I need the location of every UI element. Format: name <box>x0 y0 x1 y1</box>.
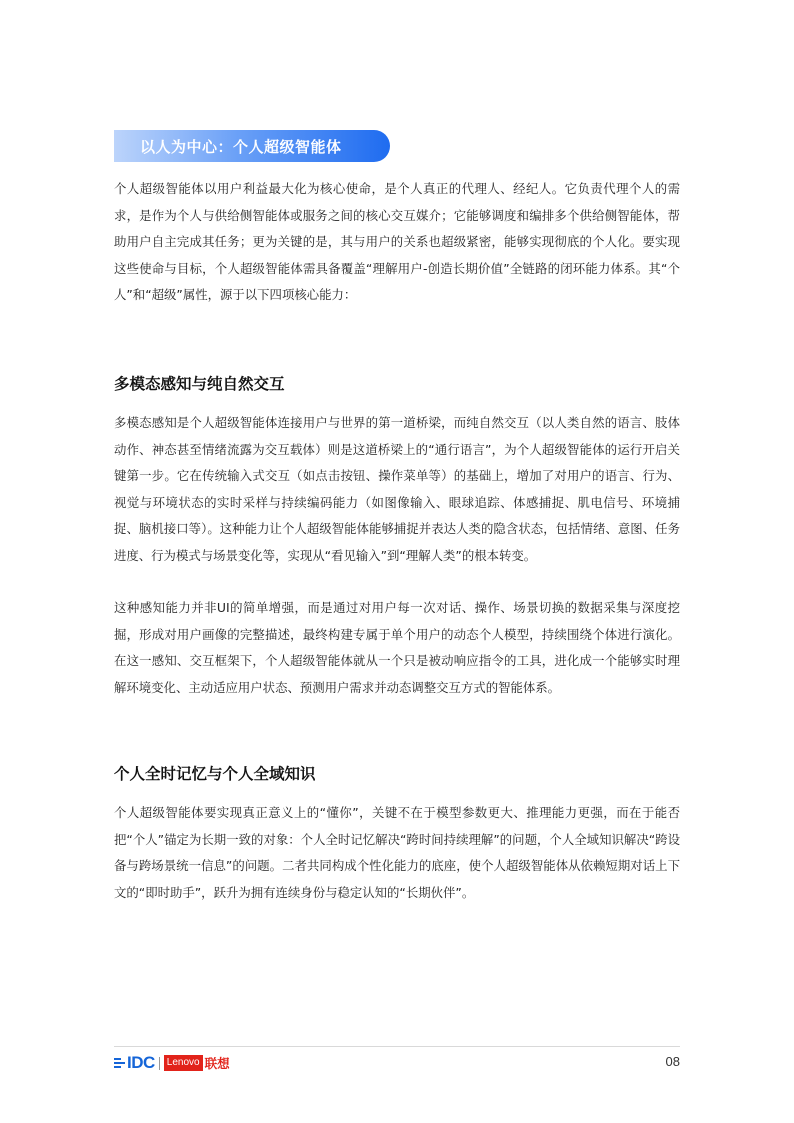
intro-paragraph: 个人超级智能体以用户利益最大化为核心使命，是个人真正的代理人、经纪人。它负责代理个人的需求，是作为个人与供给侧智能体或服务之间的核心交互媒介；它能够调度和编排多个供给侧智能体，帮助用户自主完成其任务；更为关键的是，其与用户的关系也超级紧密，能够实现彻底的个人化。要实现这些使命与目标，个人超级智能体需具备覆盖“理解用户-创造长期价值”全链路的闭环能力体系。其“个人”和“超级”属性，源于以下四项核心能力： <box>114 181 680 302</box>
lenovo-cn-logo: 联想 <box>204 1056 230 1071</box>
section2-heading-block <box>114 762 680 784</box>
lenovo-logo: Lenovo <box>164 1055 203 1071</box>
section1-body <box>114 410 680 569</box>
body-paragraph: 这种感知能力并非UI的简单增强，而是通过对用户每一次对话、操作、场景切换的数据采集与深度挖掘，形成对用户画像的完整描述，最终构建专属于单个用户的动态个人模型，持续围绕个体进行演化。在这一感知、交互框架下，个人超级智能体就从一个只是被动响应指令的工具，进化成一个能够实时理解环境变化、主动适应用户状态、预测用户需求并动态调整交互方式的智能体系。 <box>114 600 680 695</box>
footer-divider <box>114 1046 680 1047</box>
section-heading: 多模态感知与纯自然交互 <box>114 375 285 393</box>
section-heading: 个人全时记忆与个人全域知识 <box>114 765 316 783</box>
body-paragraph: 个人超级智能体要实现真正意义上的“懂你”，关键不在于模型参数更大、推理能力更强，而在于能否把“个人”锚定为长期一致的对象：个人全时记忆解决“跨时间持续理解”的问题，个人全域知识解决“跨设备与跨场景统一信息”的问题。二者共同构成个性化能力的底座，使个人超级智能体从依赖短期对话上下文的“即时助手”，跃升为拥有连续身份与稳定认知的“长期伙伴”。 <box>114 805 680 900</box>
idc-logo-text: IDC <box>127 1053 155 1072</box>
section-title: 以人为中心：个人超级智能体 <box>140 137 342 156</box>
intro-block <box>114 176 680 309</box>
section1-body-2 <box>114 595 680 701</box>
idc-bars-icon <box>114 1057 125 1069</box>
section-banner <box>114 130 390 162</box>
body-paragraph: 多模态感知是个人超级智能体连接用户与世界的第一道桥梁，而纯自然交互（以人类自然的语言、肢体动作、神态甚至情绪流露为交互载体）则是这道桥梁上的“通行语言”，为个人超级智能体的运行开启关键第一步。它在传统输入式交互（如点击按钮、操作菜单等）的基础上，增加了对用户的语言、行为、视觉与环境状态的实时采样与持续编码能力（如图像输入、眼球追踪、体感捕捉、肌电信号、环境捕捉、脑机接口等）。这种能力让个人超级智能体能够捕捉并表达人类的隐含状态，包括情绪、意图、任务进度、行为模式与场景变化等，实现从“看见输入”到“理解人类”的根本转变。 <box>114 415 680 563</box>
section1-heading-block <box>114 372 680 394</box>
idc-logo <box>114 1053 155 1073</box>
footer-logos <box>114 1053 230 1073</box>
page-number: 08 <box>665 1054 680 1069</box>
section2-body <box>114 800 680 906</box>
logo-divider <box>159 1057 160 1070</box>
